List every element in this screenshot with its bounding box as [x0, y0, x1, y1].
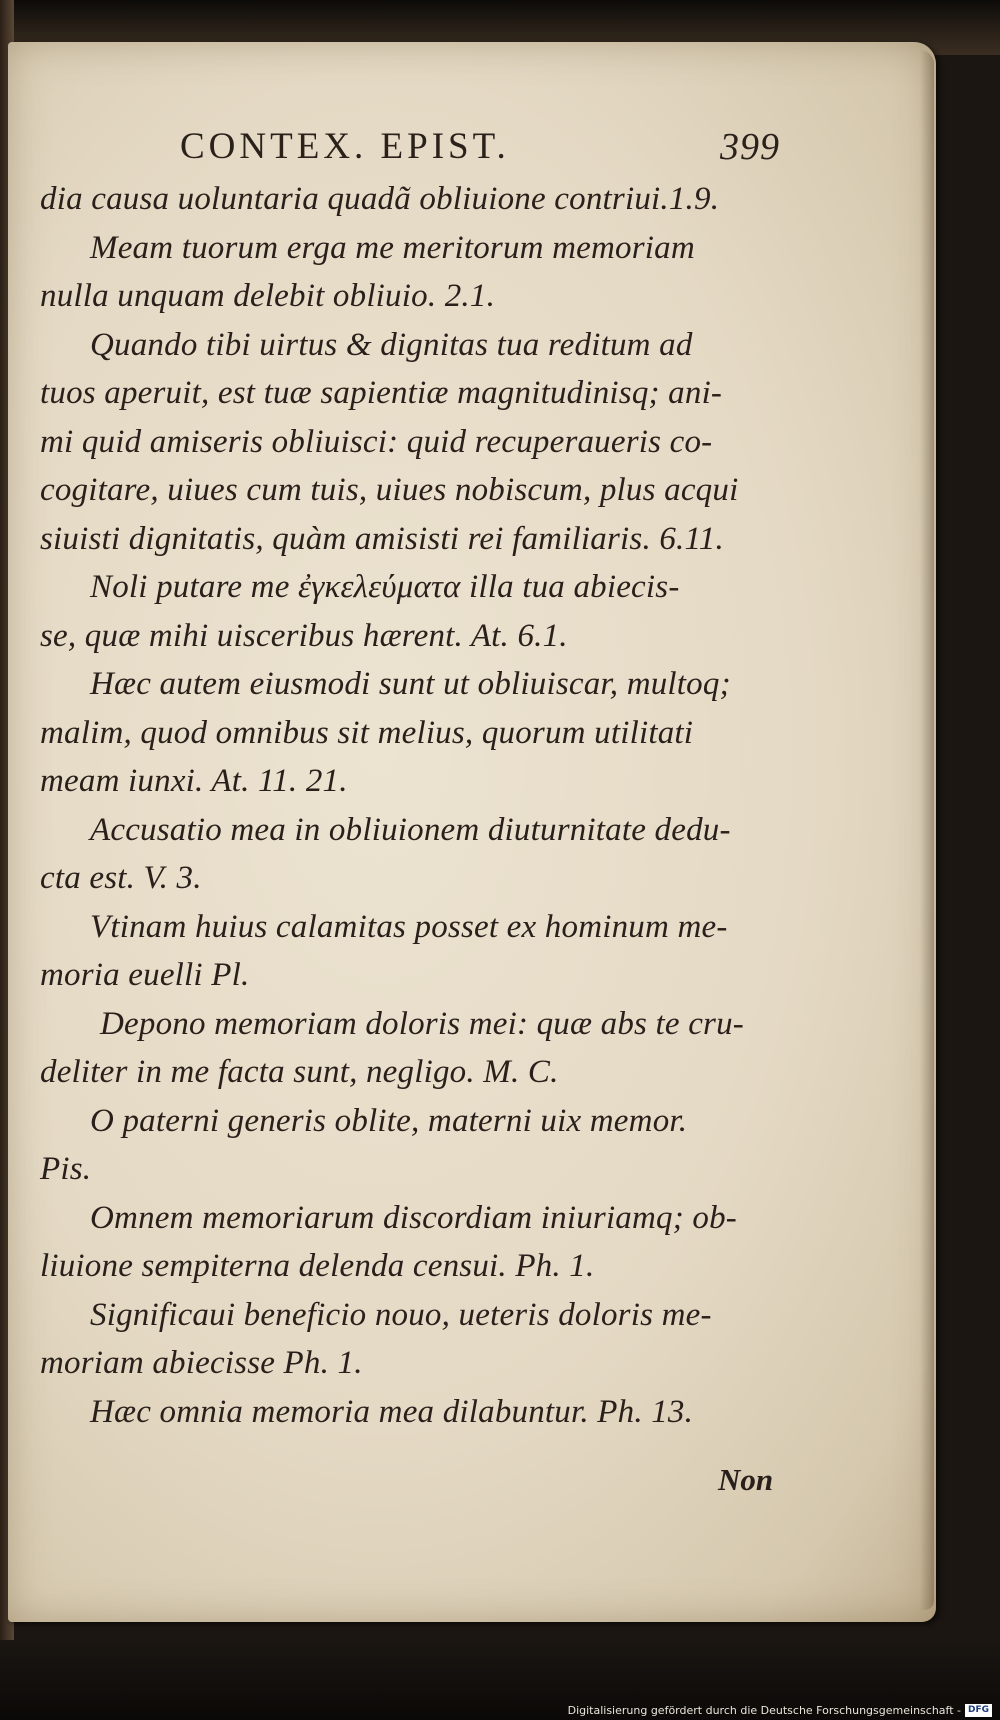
text-line: O paterni generis oblite, materni uix memor. [90, 1102, 688, 1139]
text-line: cta est. V. 3. [40, 860, 202, 896]
text-line: Hæc omnia memoria mea dilabuntur. Ph. 13. [90, 1393, 694, 1430]
text-line: malim, quod omnibus sit melius, quorum utilitati [40, 714, 694, 751]
text-line: Quando tibi uirtus & dignitas tua reditum ad [90, 326, 693, 363]
catchword: Non [718, 1462, 774, 1497]
text-line: moriam abiecisse Ph. 1. [40, 1345, 363, 1381]
text-line: liuione sempiterna delenda censui. Ph. 1. [40, 1248, 595, 1284]
text-line: Significaui beneficio nouo, ueteris doloris me- [90, 1296, 712, 1333]
text-line: Meam tuorum erga me meritorum memoriam [90, 229, 695, 266]
text-line: Accusatio mea in obliuionem diuturnitate dedu- [90, 811, 731, 848]
text-line: Depono memoriam doloris mei: quæ abs te cru- [100, 1005, 744, 1042]
text-line: dia causa uoluntaria quadã obliuione contriui.1.9. [40, 181, 720, 217]
footer-credit-text: Digitalisierung gefördert durch die Deutsche Forschungsgemeinschaft - [567, 1703, 961, 1717]
text-line: deliter in me facta sunt, negligo. M. C. [40, 1054, 559, 1090]
text-line: tuos aperuit, est tuæ sapientiæ magnitudinisq; ani- [40, 375, 723, 411]
text-line: mi quid amiseris obliuisci: quid recuperaueris co- [40, 423, 713, 460]
page-header [180, 125, 780, 175]
dfg-logo-icon: DFG [965, 1704, 992, 1717]
text-line: Pis. [40, 1151, 92, 1187]
text-line: Vtinam huius calamitas posset ex hominum me- [90, 908, 728, 945]
text-line: meam iunxi. At. 11. 21. [40, 763, 348, 799]
page-body-text [40, 175, 780, 1436]
page-edge-shadow [920, 50, 934, 1610]
text-line: Omnem memoriarum discordiam iniuriamq; ob- [90, 1199, 737, 1236]
footer-credit [568, 1702, 992, 1718]
text-line: Hæc autem eiusmodi sunt ut obliuiscar, multoq; [90, 666, 731, 702]
text-line: nulla unquam delebit obliuio. 2.1. [40, 278, 496, 314]
text-line: se, quæ mihi uisceribus hærent. At. 6.1. [40, 617, 568, 654]
running-head: CONTEX. EPIST. [180, 126, 510, 167]
text-line: cogitare, uiues cum tuis, uiues nobiscum, plus acqui [40, 472, 739, 508]
page-number: 399 [720, 126, 780, 168]
text-line: Noli putare me ἐγκελεύματα illa tua abiecis- [90, 569, 680, 605]
text-line: moria euelli Pl. [40, 957, 250, 993]
text-line: siuisti dignitatis, quàm amisisti rei familiaris. 6.11. [40, 520, 724, 557]
